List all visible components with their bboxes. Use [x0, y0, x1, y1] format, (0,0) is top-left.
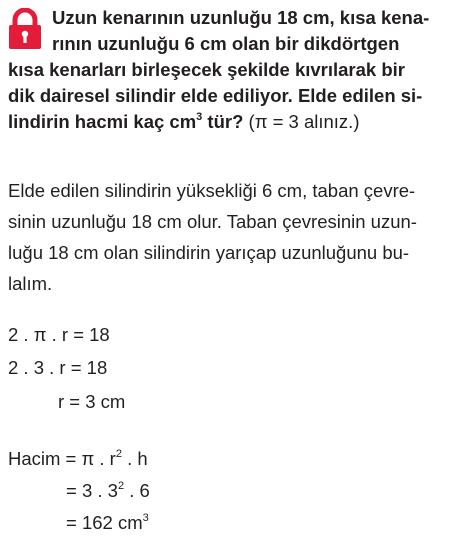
explanation-line-4: lalım.	[8, 273, 53, 294]
question-text	[8, 5, 456, 135]
explanation-line-3: luğu 18 cm olan silindirin yarıçap uzunluğunu bu-	[8, 242, 410, 263]
question-line-5-end: tür?	[202, 111, 244, 132]
radius-step-1: 2 . π . r = 18	[8, 324, 110, 345]
volume-step-2	[66, 480, 150, 502]
question-line-1: Uzun kenarının uzunluğu 18 cm, kısa kena-	[52, 7, 430, 28]
question-line-2: rının uzunluğu 6 cm olan bir dikdörtgen	[52, 33, 400, 54]
question-line-5	[8, 109, 456, 135]
cube-exponent: 3	[196, 111, 203, 123]
radius-step-2: 2 . 3 . r = 18	[8, 357, 108, 378]
volume-step-3	[66, 512, 149, 534]
question-line-3: kısa kenarları birleşecek şekilde kıvrılarak bir	[8, 59, 405, 80]
volume-step-1	[8, 448, 148, 470]
volume-step-2-exponent: 2	[117, 480, 125, 492]
radius-step-3: r = 3 cm	[58, 391, 126, 412]
explanation-text	[8, 175, 456, 299]
volume-step-1-text: Hacim = π . r	[8, 448, 116, 469]
volume-step-2-text: = 3 . 3	[66, 480, 118, 501]
volume-step-2-end: . 6	[124, 480, 150, 501]
volume-step-3-text: = 162 cm	[66, 512, 143, 533]
question-line-4: dik dairesel silindir elde ediliyor. Elde edilen si-	[8, 85, 423, 106]
volume-step-1-exponent: 2	[115, 448, 122, 460]
explanation-line-1: Elde edilen silindirin yüksekliği 6 cm, taban çevre-	[8, 180, 416, 201]
volume-step-3-exponent: 3	[142, 512, 149, 524]
question-line-5-text: lindirin hacmi kaç cm	[8, 111, 197, 132]
explanation-line-2: sinin uzunluğu 18 cm olur. Taban çevresinin uzun-	[8, 211, 417, 232]
pi-note: (π = 3 alınız.)	[243, 111, 360, 132]
volume-step-1-end: . h	[121, 448, 148, 469]
